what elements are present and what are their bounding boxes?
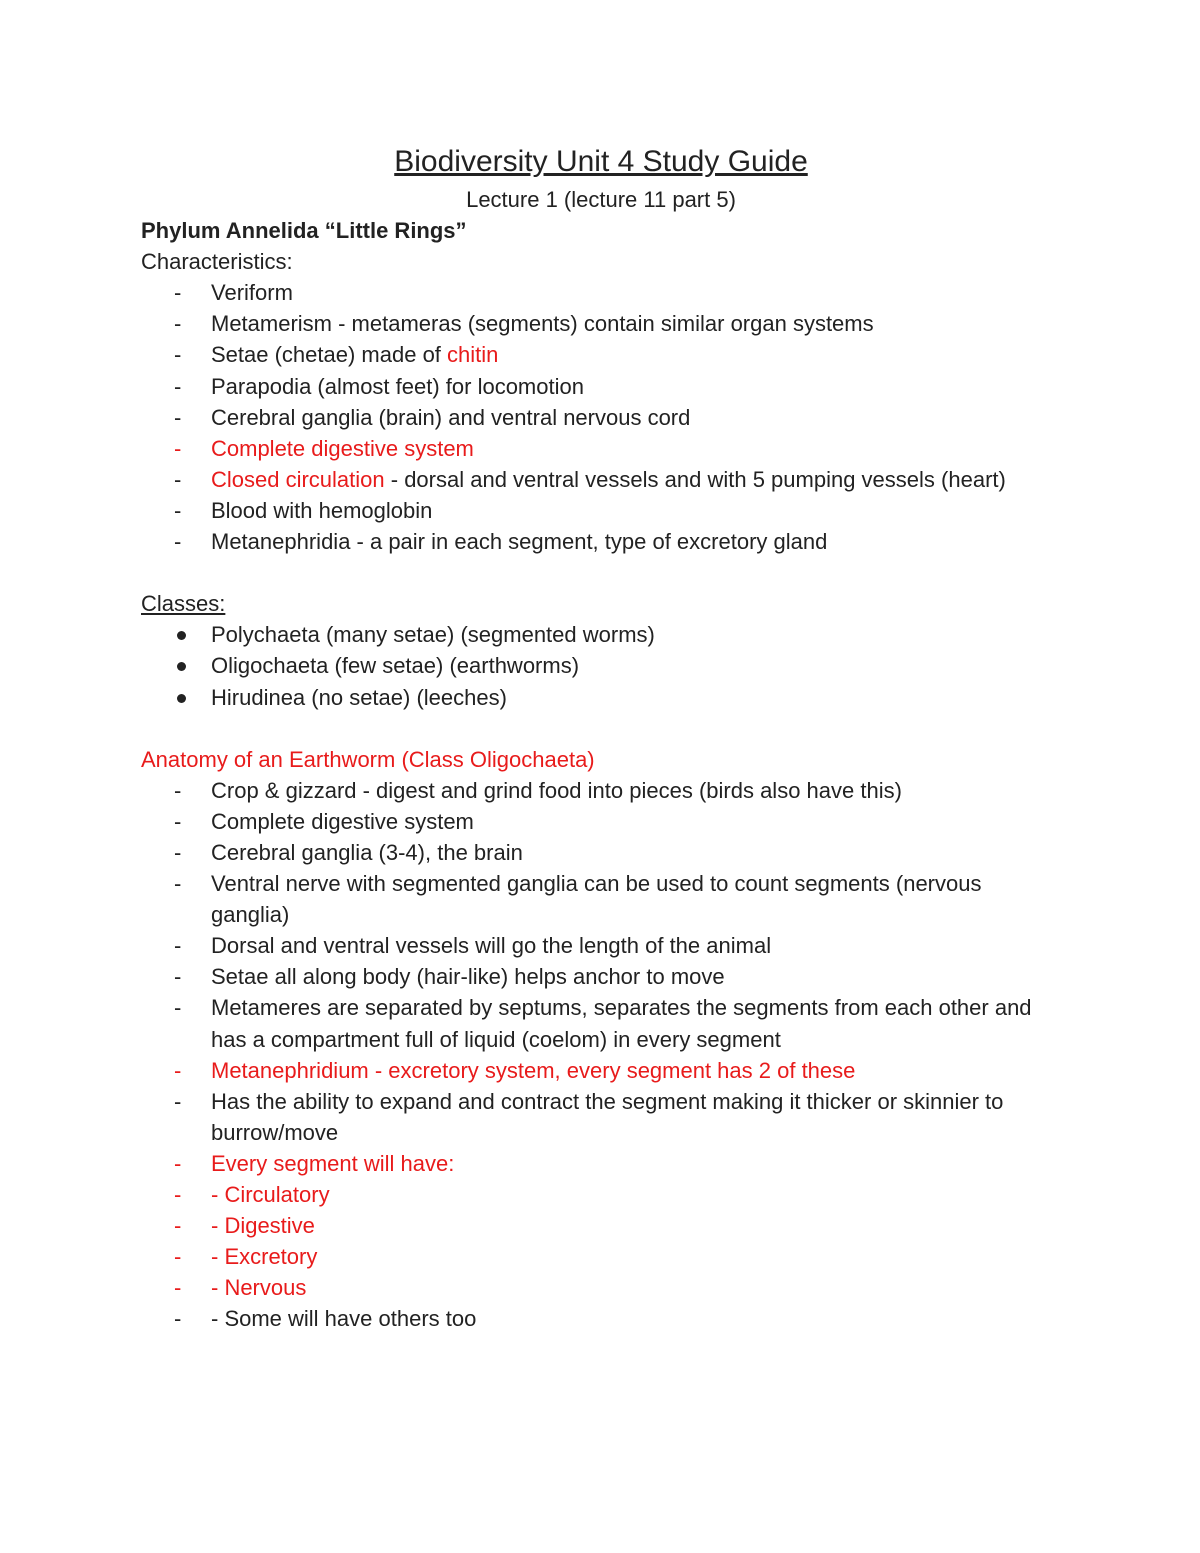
characteristics-label: Characteristics: [141,249,293,275]
lecture-subtitle: Lecture 1 (lecture 11 part 5) [466,187,736,212]
list-item: - Metameres are separated by septums, separates the segments from each other and has a compartment full of liquid (coelom) in every segment [141,992,1061,1054]
phylum-heading: Phylum Annelida “Little Rings” [141,218,467,244]
spacer [141,557,1061,588]
list-item: - - Digestive [141,1210,1061,1241]
spacer [141,713,1061,744]
list-item: Polychaeta (many setae) (segmented worms) [141,619,1061,650]
highlight-text: Closed circulation [211,466,385,492]
anatomy-heading: Anatomy of an Earthworm (Class Oligochaeta) [141,746,595,772]
list-item: - Cerebral ganglia (brain) and ventral nervous cord [141,402,1061,433]
list-item: - Setae (chetae) made of chitin [141,339,1061,370]
list-item: - Has the ability to expand and contract the segment making it thicker or skinnier to burrow/move [141,1086,1061,1148]
list-item: - Setae all along body (hair-like) helps anchor to move [141,961,1061,992]
list-item: - - Nervous [141,1272,1061,1303]
list-item: - Metanephridia - a pair in each segment, type of excretory gland [141,526,1061,557]
document-title: Biodiversity Unit 4 Study Guide [394,145,808,178]
list-item: - Cerebral ganglia (3-4), the brain [141,837,1061,868]
list-item: - - Excretory [141,1241,1061,1272]
list-item: - Complete digestive system [141,806,1061,837]
list-item: - Complete digestive system [141,433,1061,464]
list-item: - Crop & gizzard - digest and grind food into pieces (birds also have this) [141,775,1061,806]
list-item: - Veriform [141,277,1061,308]
list-item: - Blood with hemoglobin [141,495,1061,526]
list-item: Hirudinea (no setae) (leeches) [141,682,1061,713]
list-item: - - Some will have others too [141,1303,1061,1334]
list-item: - - Circulatory [141,1179,1061,1210]
list-item: - Metamerism - metameras (segments) contain similar organ systems [141,308,1061,339]
list-item: - Metanephridium - excretory system, every segment has 2 of these [141,1055,1061,1086]
list-item: - Ventral nerve with segmented ganglia can be used to count segments (nervous ganglia) [141,868,1061,930]
list-item: - Every segment will have: [141,1148,1061,1179]
list-item: Oligochaeta (few setae) (earthworms) [141,650,1061,681]
classes-label: Classes: [141,591,226,617]
document-body [141,140,1061,1334]
list-item: - Closed circulation - dorsal and ventral vessels and with 5 pumping vessels (heart) [141,464,1061,495]
list-item: - Parapodia (almost feet) for locomotion [141,371,1061,402]
classes-list [141,619,1061,712]
characteristics-list [141,277,1061,557]
list-item: - Dorsal and ventral vessels will go the length of the animal [141,930,1061,961]
anatomy-list [141,775,1061,1335]
highlight-text: chitin [447,342,499,368]
